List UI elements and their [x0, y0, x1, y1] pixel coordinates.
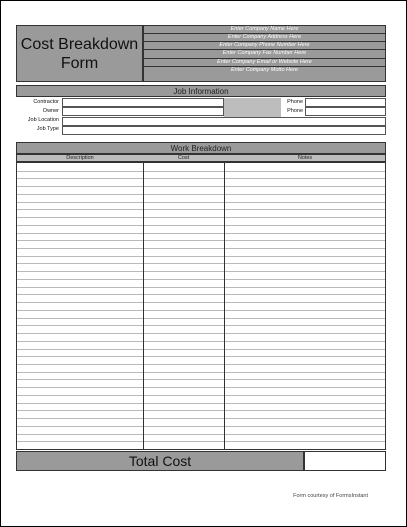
phone-label-1: Phone: [287, 99, 303, 105]
work-breakdown-table: [16, 162, 386, 450]
company-address-field[interactable]: Enter Company Address Here: [144, 34, 385, 42]
work-breakdown-heading: Work Breakdown: [16, 142, 386, 154]
job-info-gap: [224, 98, 281, 117]
job-location-input[interactable]: [62, 117, 386, 126]
form-title-line-2: Form: [60, 54, 99, 72]
company-motto-field[interactable]: Enter Company Motto Here: [231, 66, 298, 73]
company-email-field[interactable]: Enter Company Email or Website Here: [144, 59, 385, 67]
phone-label-2: Phone: [287, 108, 303, 114]
col-cost-header: Cost: [177, 155, 190, 161]
owner-input[interactable]: [62, 107, 224, 116]
job-type-label: Job Type: [36, 126, 59, 132]
total-cost-input[interactable]: [304, 451, 386, 471]
phone-input-2[interactable]: [305, 107, 386, 116]
job-location-label: Job Location: [27, 117, 59, 123]
job-info-heading: Job Information: [16, 85, 386, 97]
company-fax-field[interactable]: Enter Company Fax Number Here: [144, 50, 385, 58]
grid-lines: [17, 163, 385, 449]
col-description-header: Description: [66, 155, 94, 161]
form-title: [16, 25, 143, 82]
company-phone-field[interactable]: Enter Company Phone Number Here: [144, 42, 385, 50]
column-header-row: [16, 154, 386, 162]
phone-input-1[interactable]: [305, 98, 386, 107]
contractor-input[interactable]: [62, 98, 224, 107]
total-cost-label: Total Cost: [16, 451, 304, 471]
footer-credit: Form courtesy of FormsInstant: [293, 493, 368, 499]
form-title-line-1: Cost Breakdown: [20, 35, 139, 53]
company-info-block: [143, 25, 386, 82]
contractor-label: Contractor: [33, 99, 59, 105]
owner-label: Owner: [42, 108, 59, 114]
company-name-field[interactable]: Enter Company Name Here: [144, 26, 385, 34]
col-notes-header: Notes: [297, 155, 313, 161]
job-type-input[interactable]: [62, 126, 386, 135]
